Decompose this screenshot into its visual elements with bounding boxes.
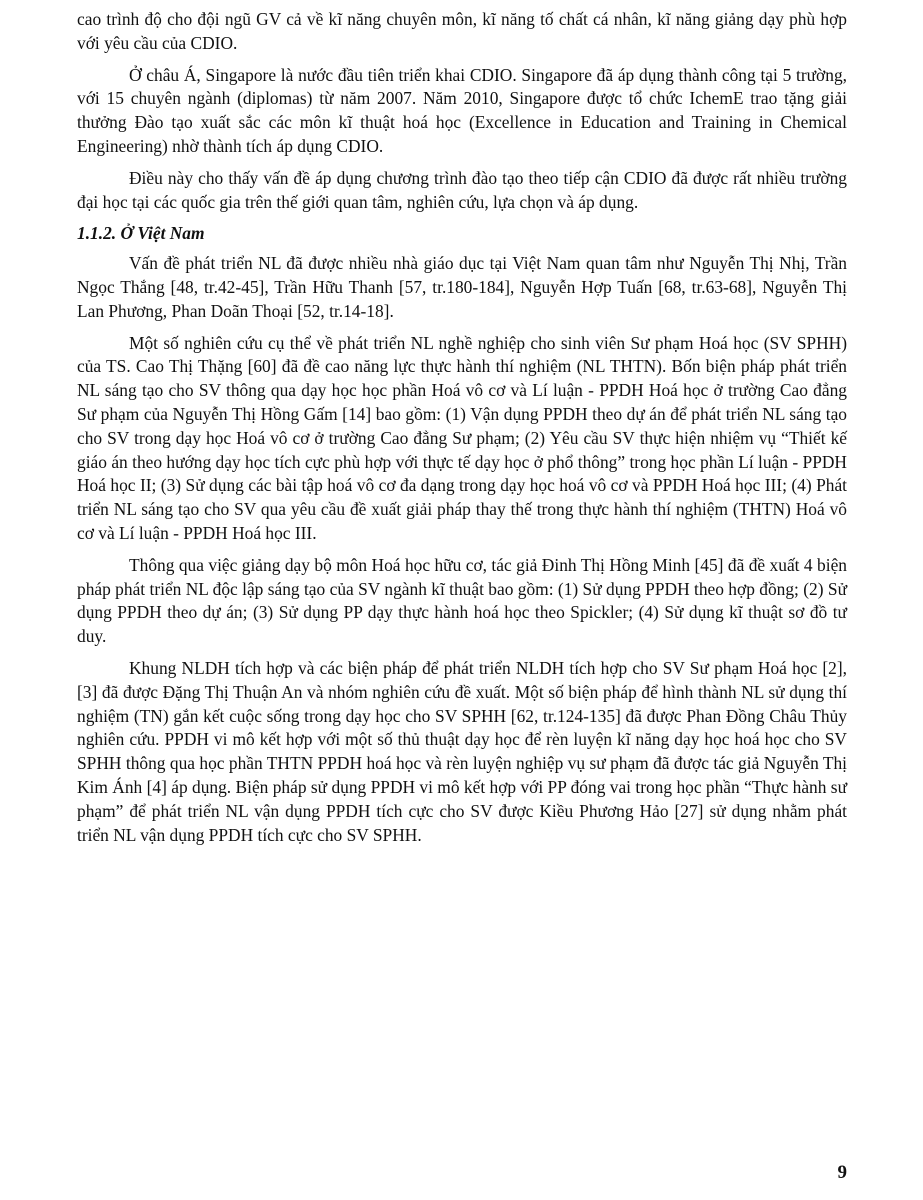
paragraph-continuation: cao trình độ cho đội ngũ GV cả về kĩ năng chuyên môn, kĩ năng tố chất cá nhân, kĩ năng giảng dạy phù hợp với yêu cầu của CDIO. [77,9,847,53]
paragraph-organic-chemistry: Thông qua việc giảng dạy bộ môn Hoá học hữu cơ, tác giả Đinh Thị Hồng Minh [45] đã đề xuất 4 biện pháp phát triển NL độc lập sáng tạo của SV ngành kĩ thuật bao gồm: (1) Sử dụng PPDH theo hợp đồng; (2) Sử dụng PPDH theo dự án; (3) Sử dụng PP dạy thực hành hoá học theo Spickler; (4) Sử dụng kĩ thuật sơ đồ tư duy. [77,554,847,647]
paragraph-singapore: Ở châu Á, Singapore là nước đầu tiên triển khai CDIO. Singapore đã áp dụng thành công tại 5 trường, với 15 chuyên ngành (diplomas) từ năm 2007. Năm 2010, Singapore được tổ chức IchemE trao tặng giải thưởng Đào tạo xuất sắc các môn kĩ thuật hoá học (Excellence in Education and Training in Chemical Engineering) nhờ thành tích áp dụng CDIO. [77,64,847,156]
section-heading: 1.1.2. Ở Việt Nam [77,223,205,244]
paragraph-integrated-teaching: Khung NLDH tích hợp và các biện pháp để phát triển NLDH tích hợp cho SV Sư phạm Hoá học [2], [3] đã được Đặng Thị Thuận An và nhóm nghiên cứu đề xuất. Một số biện pháp để hình thành NL sử dụng thí nghiệm (TN) gắn kết cuộc sống trong dạy học cho SV SPHH [62, tr.124-135] đã được Phan Đồng Châu Thủy nghiên cứu. PPDH vi mô kết hợp với một số thủ thuật dạy học để rèn luyện kĩ năng dạy học hoá học cho SV SPHH thông qua học phần THTN PPDH hoá học và rèn luyện nghiệp vụ sư phạm đã được tác giả Nguyễn Thị Kim Ánh [4] áp dụng. Biện pháp sử dụng PPDH vi mô kết hợp với PP đóng vai trong học phần “Thực hành sư phạm” để phát triển NL vận dụng PPDH tích cực cho SV được Kiều Phương Hảo [27] sử dụng nhằm phát triển NL vận dụng PPDH tích cực cho SV SPHH. [77,657,847,845]
page-number: 9 [837,1162,847,1183]
paragraph-vietnam-overview: Vấn đề phát triển NL đã được nhiều nhà giáo dục tại Việt Nam quan tâm như Nguyễn Thị Nhị, Trần Ngọc Thắng [48, tr.42-45], Trần Hữu Thanh [57, tr.180-184], Nguyễn Hợp Tuấn [68, tr.63-68], Nguyễn Thị Lan Phương, Phan Doãn Thoại [52, tr.14-18]. [77,253,847,321]
paragraph-sphh-research: Một số nghiên cứu cụ thể về phát triển NL nghề nghiệp cho sinh viên Sư phạm Hoá học (SV SPHH) của TS. Cao Thị Thặng [60] đã đề cao năng lực thực hành thí nghiệm (NL THTN). Bốn biện pháp phát triển NL sáng tạo cho SV thông qua dạy học học phần Hoá vô cơ và Lí luận - PPDH Hoá học ở trường Cao đẳng Sư phạm của Nguyễn Thị Hồng Gấm [14] bao gồm: (1) Vận dụng PPDH theo dự án để phát triển NL sáng tạo cho SV trong dạy học Hoá vô cơ ở trường Cao đẳng Sư phạm; (2) Yêu cầu SV thực hiện nhiệm vụ “Thiết kế giáo án theo hướng dạy học tích cực phù hợp với thực tế dạy học ở phổ thông” trong học phần Lí luận - PPDH Hoá học II; (3) Sử dụng các bài tập hoá vô cơ đa dạng trong dạy học hoá vô cơ và PPDH Hoá học III; (4) Phát triển NL sáng tạo cho SV qua yêu cầu đề xuất giải pháp thay thế trong thực hành thí nghiệm (THTN) Hoá vô cơ và Lí luận - PPDH Hoá học III. [77,332,847,543]
paragraph-cdio-summary: Điều này cho thấy vấn đề áp dụng chương trình đào tạo theo tiếp cận CDIO đã được rất nhiều trường đại học tại các quốc gia trên thế giới quan tâm, nghiên cứu, lựa chọn và áp dụng. [77,167,847,212]
body-text [77,8,847,855]
